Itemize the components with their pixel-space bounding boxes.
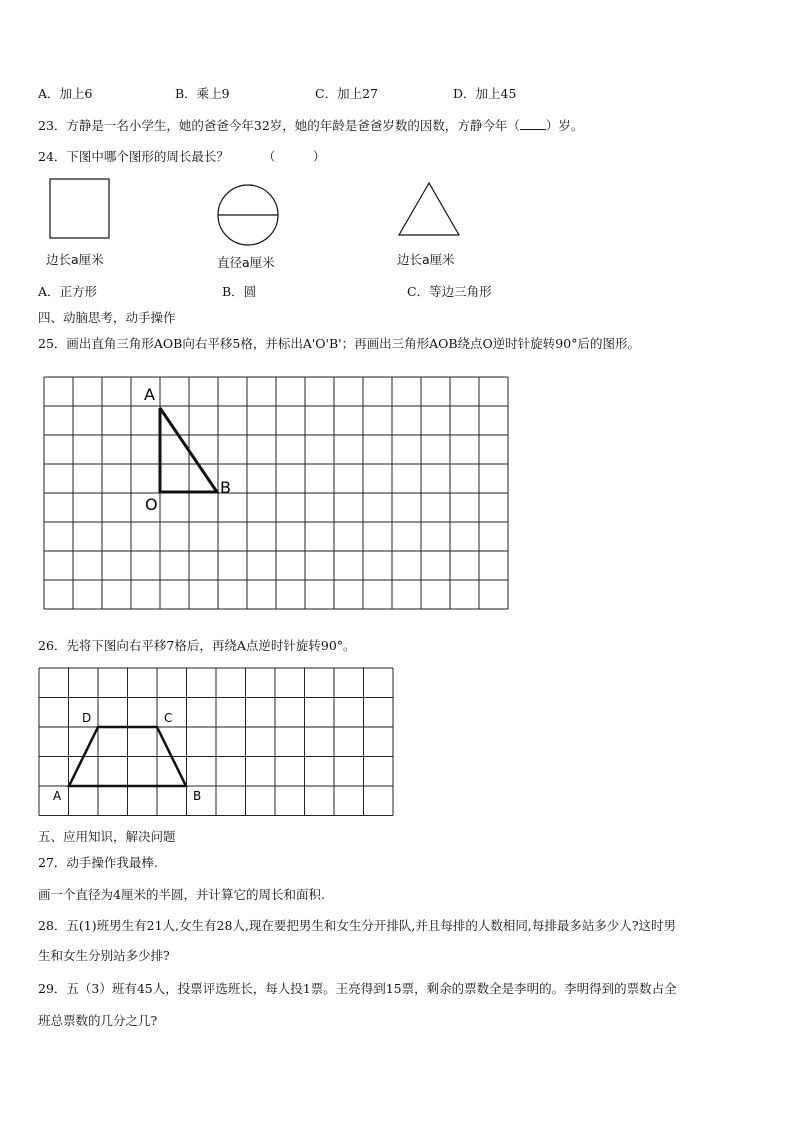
q24-text: 24．下图中哪个图形的周长最长？ (38, 149, 229, 164)
circle-caption: 直径a厘米 (217, 255, 275, 270)
q24-option-c: C．等边三角形 (407, 284, 492, 299)
q22-option-b: B．乘上9 (175, 86, 230, 101)
point-d-label: D (82, 711, 92, 725)
q29-line-1: 29．五（3）班有45人，投票评选班长，每人投1票。王亮得到15票，剩余的票数全是李明的。李明得到的票数占全 (38, 981, 677, 996)
q23-question (38, 116, 583, 134)
q24-answer-paren[interactable]: （ ） (262, 149, 326, 164)
q28-line-1: 28．五(1)班男生有21人,女生有28人,现在要把男生和女生分开排队,并且每排的人数相同,每排最多站多少人?这时男 (38, 918, 677, 933)
q24-question (38, 147, 325, 165)
q27-body: 画一个直径为4厘米的半圆，并计算它的周长和面积. (38, 887, 325, 902)
section-4-heading: 四、动脑思考，动手操作 (38, 310, 176, 325)
square-caption: 边长a厘米 (46, 252, 104, 267)
q23-text-before: 23．方静是一名小学生，她的爸爸今年32岁，她的年龄是爸爸岁数的因数，方静今年（ (38, 118, 520, 133)
point-a-label: A (144, 385, 155, 404)
triangle-caption: 边长a厘米 (397, 252, 455, 267)
point-c-label: C (164, 711, 173, 725)
point-b-label: B (220, 478, 231, 497)
q23-text-after: ）岁。 (545, 118, 584, 133)
q22-option-c: C．加上27 (315, 86, 378, 101)
point-a-label: A (53, 789, 62, 803)
q24-option-b: B．圆 (222, 284, 257, 299)
square-shape (50, 179, 109, 238)
triangle-shape (399, 183, 459, 235)
q29-line-2: 班总票数的几分之几? (38, 1013, 158, 1028)
q24-option-a: A．正方形 (38, 284, 98, 299)
point-o-label: O (145, 495, 158, 514)
q26-question: 26．先将下图向右平移7格后，再绕A点逆时针旋转90°。 (38, 638, 356, 653)
q28-line-2: 生和女生分别站多少排? (38, 948, 170, 963)
point-b-label: B (193, 789, 202, 803)
q25-grid[interactable] (0, 370, 794, 615)
q23-answer-blank[interactable] (520, 117, 546, 130)
q26-grid[interactable] (0, 660, 794, 820)
q22-option-a: A．加上6 (38, 86, 93, 101)
q22-option-d: D．加上45 (453, 86, 517, 101)
q27-title: 27．动手操作我最棒. (38, 855, 158, 870)
section-5-heading: 五、应用知识，解决问题 (38, 829, 176, 844)
q25-question: 25．画出直角三角形AOB向右平移5格，并标出A'O'B'；再画出三角形AOB绕点O逆时针旋转90°后的图形。 (38, 336, 640, 351)
